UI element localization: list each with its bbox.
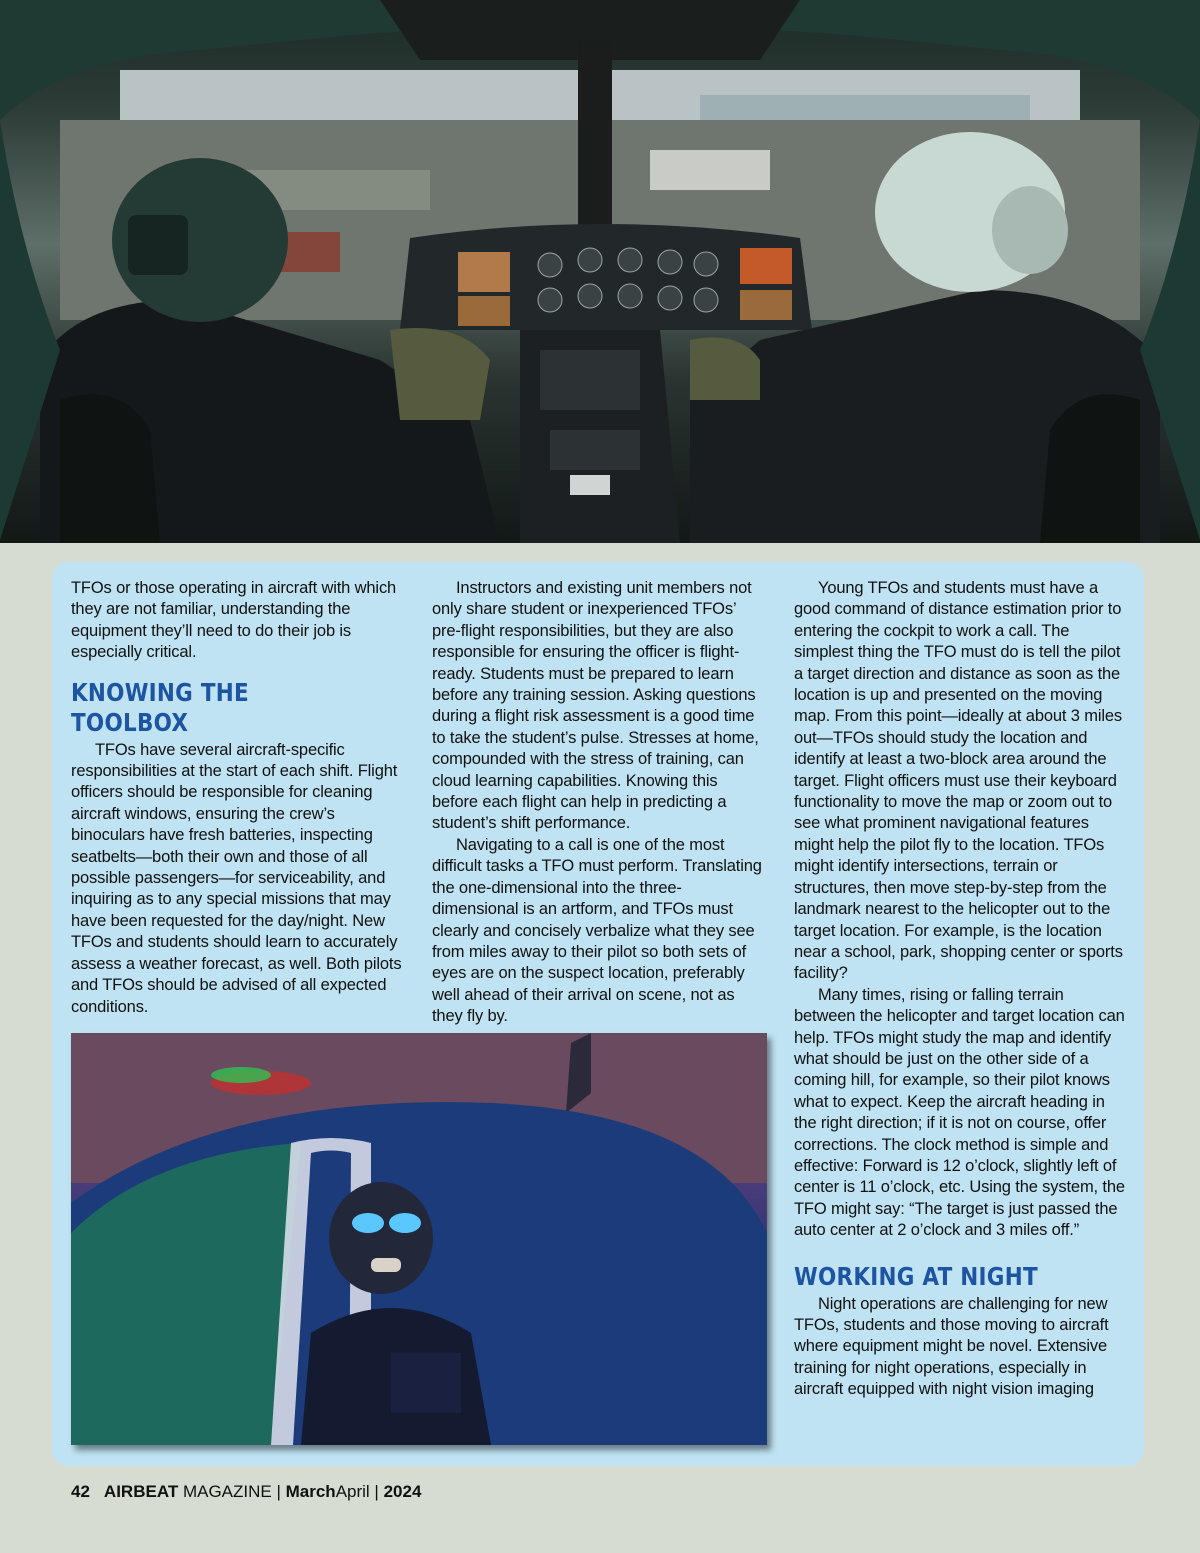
text-column-2	[432, 578, 766, 1028]
paragraph: Navigating to a call is one of the most difficult tasks a TFO must perform. Translating the one-dimensional into the three-dimensional is an artform, and TFOs must clearly and concisely verbalize what they see from miles away to their pilot so both sets of eyes are on the suspect location, preferably well ahead of their arrival on scene, not as they fly by.	[432, 835, 762, 1026]
section-heading-knowing-the-toolbox: KNOWING THE TOOLBOX	[71, 677, 249, 737]
issue-month-2: April	[335, 1482, 370, 1501]
separator: |	[271, 1482, 286, 1501]
page-number: 42	[71, 1482, 90, 1501]
paragraph: Night operations are challenging for new TFOs, students and those moving to aircraft where equipment might be novel. Extensive training for night operations, especially in aircraft equipped with night vision imaging	[794, 1294, 1109, 1399]
paragraph: Young TFOs and students must have a good command of distance estimation prior to entering the cockpit to work a call. The simplest thing the TFO must do is tell the pilot a target direction and distance as soon as the location is up and presented on the moving map. From this point—ideally at about 3 miles out—TFOs should study the location and identify at least a two-block area around the target. Flight officers must use their keyboard functionality to move the map or zoom out to see what prominent navigational features might help the pilot fly to the location. TFOs might identify intersections, terrain or structures, then move step-by-step from the landmark nearest to the helicopter out to the target location. For example, is the location near a school, park, shopping center or sports facility?	[794, 579, 1123, 983]
paragraph: TFOs or those operating in aircraft with which they are not familiar, understanding the equipment they’ll need to do their job is especially critical.	[71, 579, 397, 662]
text-column-1	[71, 578, 405, 1018]
cockpit-illustration	[0, 0, 1200, 543]
page-footer	[71, 1482, 421, 1502]
magazine-label: MAGAZINE	[178, 1482, 272, 1501]
hero-cockpit-photo	[0, 0, 1200, 543]
night-cockpit-photo	[71, 1033, 767, 1445]
text-column-3	[794, 578, 1128, 1401]
section-heading-working-at-night: WORKING AT NIGHT	[794, 1261, 1038, 1291]
issue-year: 2024	[383, 1482, 422, 1501]
paragraph: TFOs have several aircraft-specific responsibilities at the start of each shift. Flight officers should be responsible for cleaning aircraft windows, ensuring the crew’s binoculars have fresh batteries, inspecting seatbelts—both their own and those of all possible passengers—for serviceability, and inquiring as to any special missions that may have been requested for the day/night. New TFOs and students should learn to accurately assess a weather forecast, as well. Both pilots and TFOs should be advised of all expected conditions.	[71, 740, 402, 1016]
night-helicopter-illustration	[71, 1033, 767, 1445]
paragraph: Instructors and existing unit members not only share student or inexperienced TFOs’ pre-flight responsibilities, but they are also responsible for ensuring the officer is flight-ready. Students must be prepared to learn before any training session. Asking questions during a flight risk assessment is a good time to take the student’s pulse. Stresses at home, compounded with the stress of training, can cloud learning capabilities. Knowing this before each flight can help in predicting a student’s shift performance.	[432, 579, 759, 833]
magazine-brand: AIRBEAT	[103, 1482, 179, 1501]
separator: |	[369, 1482, 384, 1501]
paragraph: Many times, rising or falling terrain between the helicopter and target location can help. TFOs might study the map and identify what should be just on the other side of a coming hill, for example, so their pilot knows what to expect. Keep the aircraft heading in the right direction; if it is not on course, offer corrections. The clock method is simple and effective: Forward is 12 o’clock, slightly left of center is 11 o’clock, etc. Using the system, the TFO might say: “The target is just passed the auto center at 2 o’clock and 3 miles off.”	[794, 985, 1125, 1240]
issue-month-1: March	[285, 1482, 336, 1501]
